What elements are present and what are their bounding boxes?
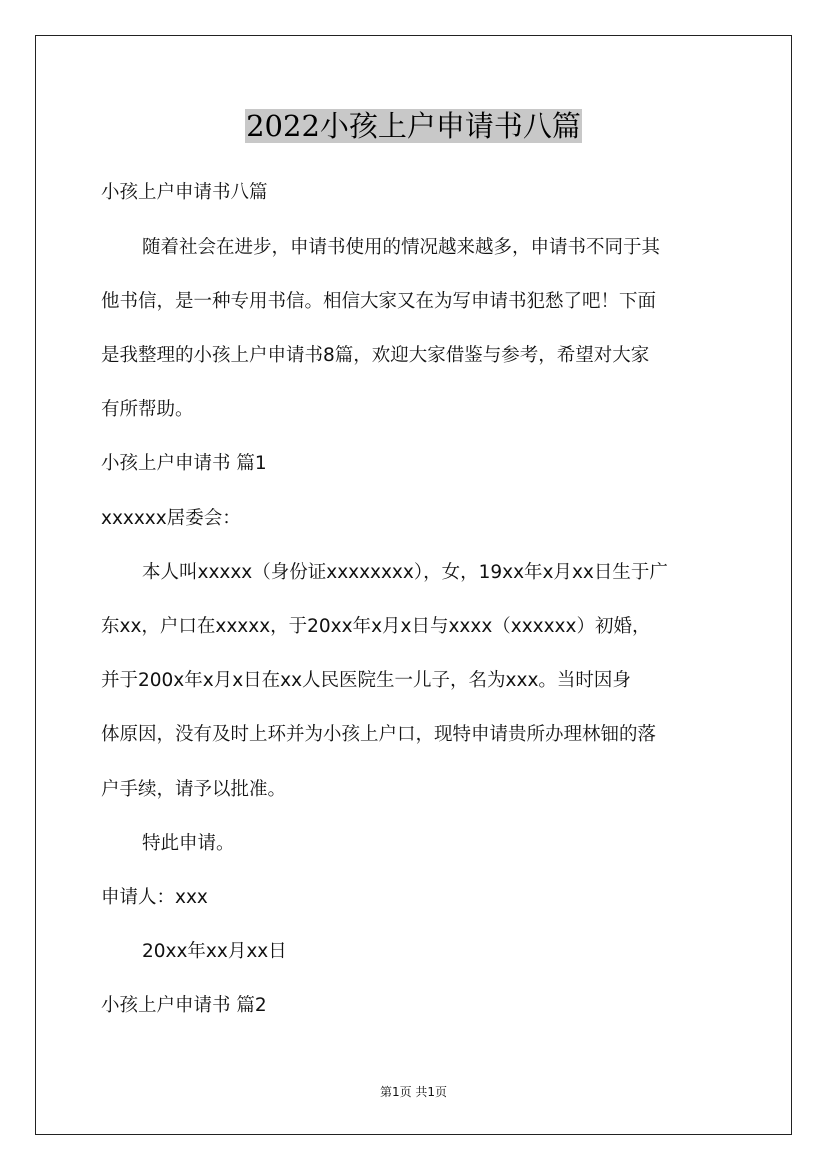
paragraph-line: 他书信，是一种专用书信。相信大家又在为写申请书犯愁了吧！下面 xyxy=(101,291,657,312)
page-footer: 第1页 共1页 xyxy=(379,1085,448,1099)
section-heading: 小孩上户申请书 篇1 xyxy=(101,453,267,474)
paragraph-line: 并于200x年x月x日在xx人民医院生一儿子，名为xxx。当时因身 xyxy=(101,670,631,691)
document-title: 2022小孩上户申请书八篇 xyxy=(246,109,581,143)
date-line: 20xx年xx月xx日 xyxy=(142,941,287,962)
paragraph-line: 户手续，请予以批准。 xyxy=(101,779,287,800)
closing-line: 特此申请。 xyxy=(142,833,235,854)
subtitle-line: 小孩上户申请书八篇 xyxy=(101,182,268,203)
paragraph-line: 本人叫xxxxx（身份证xxxxxxxx），女，19xx年x月xx日生于广 xyxy=(142,562,668,583)
paragraph-line: 随着社会在进步，申请书使用的情况越来越多，申请书不同于其 xyxy=(142,237,661,258)
section-heading: 小孩上户申请书 篇2 xyxy=(101,995,267,1016)
salutation-line: xxxxxx居委会： xyxy=(101,508,241,529)
applicant-line: 申请人：xxx xyxy=(101,887,208,908)
paragraph-line: 是我整理的小孩上户申请书8篇，欢迎大家借鉴与参考，希望对大家 xyxy=(101,345,650,366)
paragraph-line: 体原因，没有及时上环并为小孩上户口，现特申请贵所办理林钿的落 xyxy=(101,724,657,745)
paragraph-line: 东xx，户口在xxxxx，于20xx年x月x日与xxxx（xxxxxx）初婚， xyxy=(101,616,651,637)
paragraph-line: 有所帮助。 xyxy=(101,399,194,420)
